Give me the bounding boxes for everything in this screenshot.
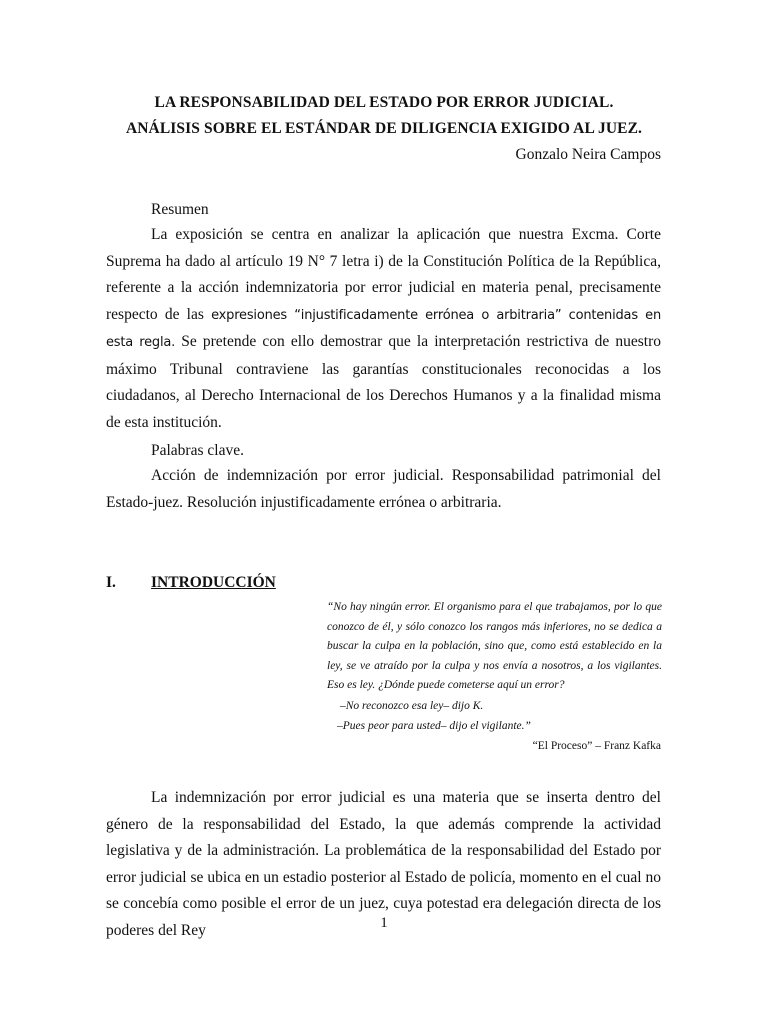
author-name: Gonzalo Neira Campos bbox=[515, 146, 661, 163]
keywords-paragraph: Acción de indemnización por error judicial. Responsabilidad patrimonial del Estado-juez. Resolución injustificadamente errónea o arbitraria. bbox=[106, 467, 661, 511]
epigraph-dialogue-1: –No reconozco esa ley– dijo K. bbox=[340, 700, 484, 712]
abstract-paragraph bbox=[106, 222, 661, 436]
title-line-1: LA RESPONSABILIDAD DEL ESTADO POR ERROR JUDICIAL. bbox=[154, 94, 614, 111]
epigraph-dialogue-2: –Pues peor para usted– dijo el vigilante.” bbox=[337, 720, 531, 732]
epigraph-source: “El Proceso” – Franz Kafka bbox=[532, 740, 661, 752]
body-paragraph: La indemnización por error judicial es una materia que se inserta dentro del género de la responsabilidad del Estado, la que además comprende la actividad legislativa y de la administración. La problemática de la responsabilidad del Estado por error judicial se ubica en un estadio posterior al Estado de policía, momento en el cual no se concebía como posible el error de un juez, cuya potestad era delegación directa de los poderes del Rey bbox=[106, 789, 661, 939]
epigraph-text: “No hay ningún error. El organismo para el que trabajamos, por lo que conozco de él, y sólo conozco los rangos más inferiores, no se dedica a buscar la culpa en la población, sino que, como está establecido en la ley, se ve atraído por la culpa y nos envía a nosotros, a los vigilantes. Eso es ley. ¿Dónde puede cometerse aquí un error? bbox=[327, 601, 662, 692]
abstract-heading: Resumen bbox=[151, 201, 209, 218]
title-line-2: ANÁLISIS SOBRE EL ESTÁNDAR DE DILIGENCIA EXIGIDO AL JUEZ. bbox=[125, 120, 643, 137]
section-number: I. bbox=[106, 574, 116, 591]
abstract-text-start: La exposición se centra en analizar la aplicación que nuestra Excma. Corte Suprema ha dado al artículo 19 N° 7 letra i) de la Constitución Política de la República, referente a la acción indemnizatoria por error judicial en materia penal, precisamente respecto de las bbox=[106, 226, 661, 323]
abstract-text-end: Se pretende con ello demostrar que la interpretación restrictiva de nuestro máximo Tribunal contraviene las garantías constitucionales reconocidas a los ciudadanos, al Derecho Internacional de los Derechos Humanos y a la finalidad misma de esta institución. bbox=[106, 333, 661, 431]
section-title: INTRODUCCIÓN bbox=[151, 574, 276, 591]
keywords-heading: Palabras clave. bbox=[151, 442, 244, 459]
abstract-text-quoted-expressions: expresiones “injustificadamente errónea o arbitraria” contenidas en esta regla. bbox=[106, 307, 661, 350]
page-number: 1 bbox=[380, 915, 388, 931]
